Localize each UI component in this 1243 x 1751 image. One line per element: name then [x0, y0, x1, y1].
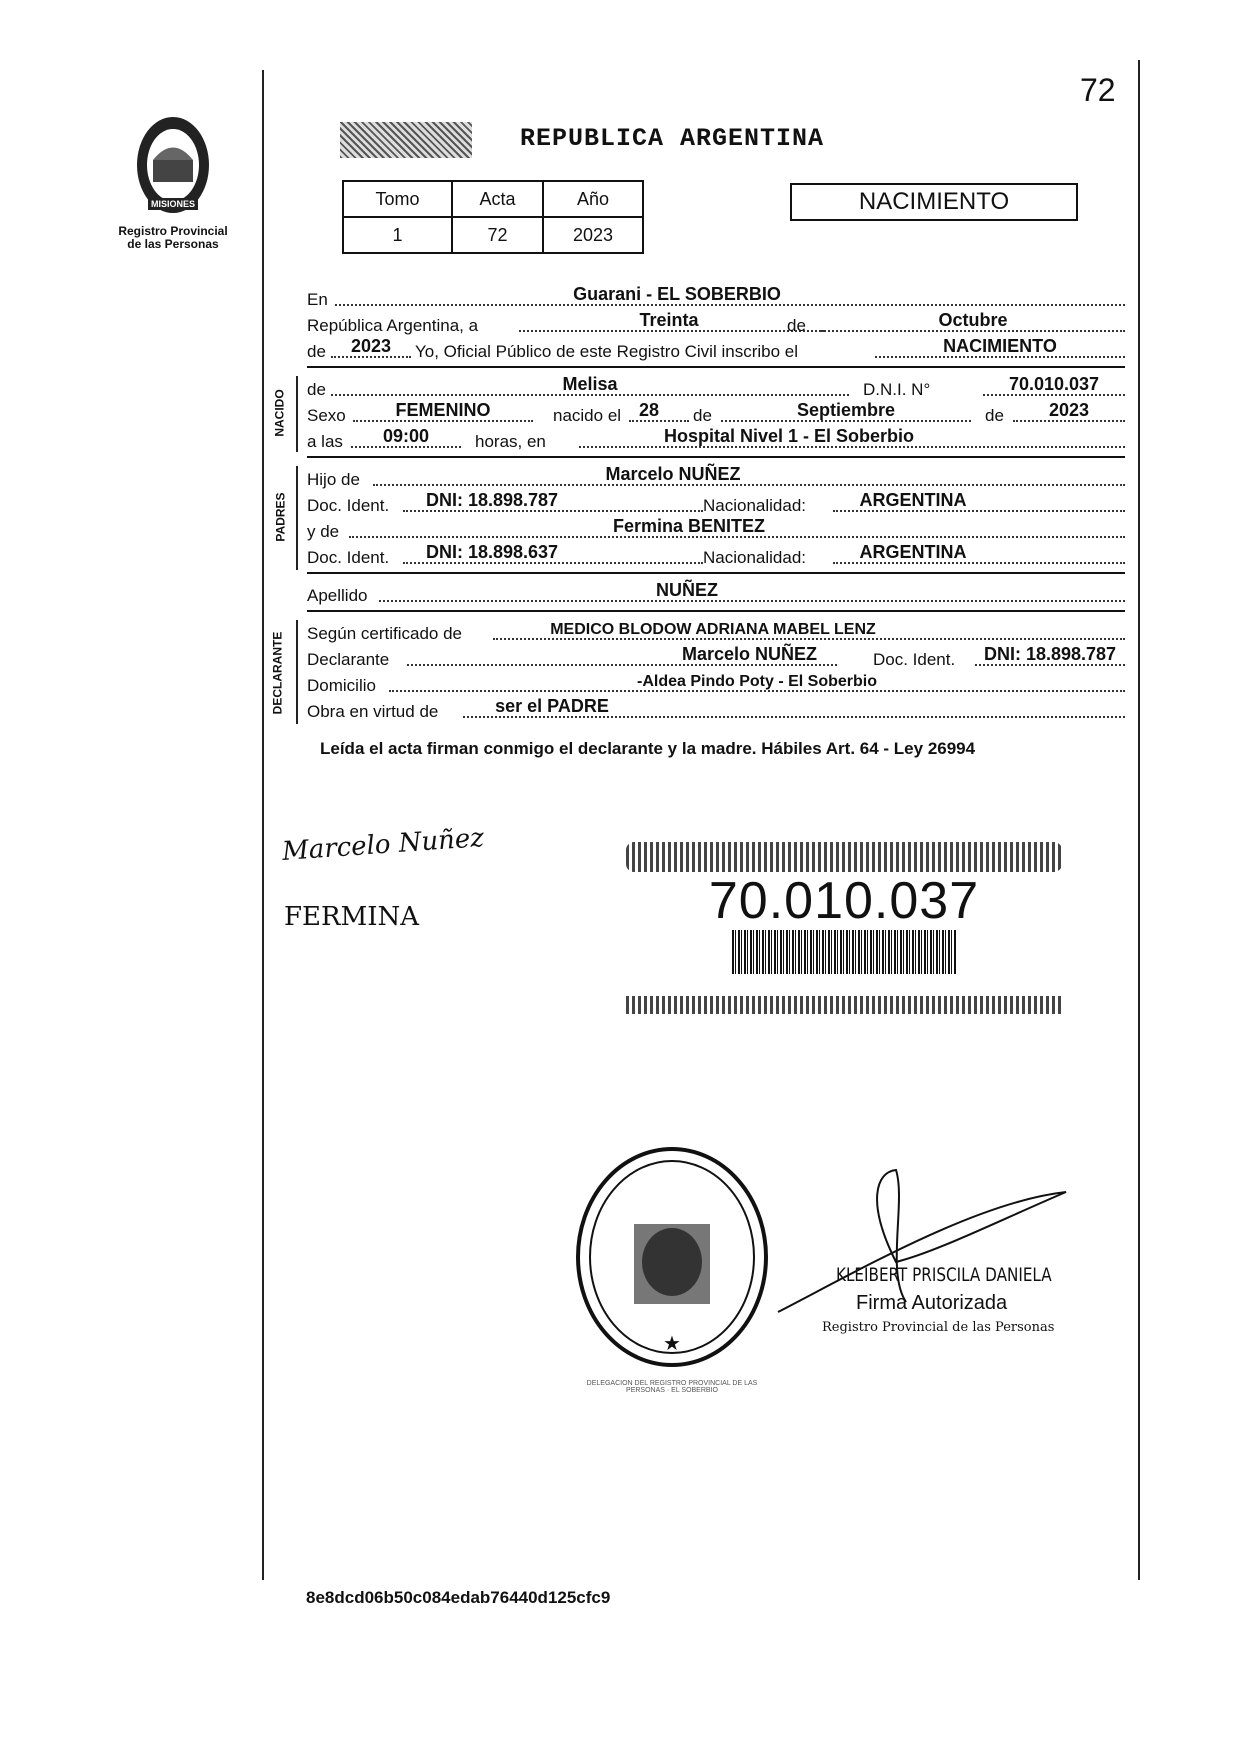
nacido-bracket [296, 376, 298, 452]
hijo-label: Hijo de [307, 470, 360, 489]
declarante: Marcelo NUÑEZ [681, 644, 817, 664]
security-pattern [340, 122, 472, 158]
row-apellido [307, 582, 1125, 606]
mother-signature: FERMINA [284, 902, 420, 932]
de3-label: de [693, 406, 712, 425]
nombre-label: de [307, 380, 326, 399]
declarante-bracket [296, 620, 298, 724]
left-margin-line [262, 70, 264, 1580]
de-label: de [787, 316, 806, 335]
row-hora [307, 428, 1125, 452]
father-signature: Marcelo Nuñez [281, 822, 485, 868]
declarante-label: Declarante [307, 650, 390, 669]
row-certificado [307, 620, 1125, 644]
doc2-label: Doc. Ident. [307, 548, 390, 567]
apellido: NUÑEZ [656, 580, 718, 600]
closing-text: Leída el acta firman conmigo el declarante y la madre. Hábiles Art. 64 - Ley 26994 [320, 739, 976, 758]
horas-label: horas, en [475, 432, 546, 451]
padre-dni: DNI: 18.898.787 [425, 490, 559, 510]
official-seal [572, 1144, 772, 1370]
padre-nombre: Marcelo NUÑEZ [605, 464, 741, 484]
dni-stamp [626, 842, 1062, 1014]
page-number: 72 [1080, 72, 1116, 108]
row-fecha [307, 312, 1125, 336]
row-anio [307, 338, 1125, 362]
segun-label: Según certificado de [307, 624, 462, 643]
misiones-emblem-icon [118, 110, 228, 220]
dia-nacimiento: 28 [638, 400, 660, 420]
svg-text:★: ★ [663, 1333, 681, 1355]
domicilio-label: Domicilio [307, 676, 376, 695]
de2-label: de [307, 342, 326, 361]
yde-label: y de [307, 522, 340, 541]
anio-acta: 2023 [350, 336, 392, 356]
svg-text:MISIONES: MISIONES [150, 199, 196, 209]
mes-nacimiento: Septiembre [796, 400, 896, 420]
nac2-label: Nacionalidad: [703, 548, 807, 567]
declarante-dni: DNI: 18.898.787 [983, 644, 1117, 664]
row-padre-doc [307, 492, 1125, 516]
record-table [342, 180, 644, 254]
row-declarante [307, 646, 1125, 670]
nombre: Melisa [562, 374, 618, 394]
doc-type-box: NACIMIENTO [790, 183, 1078, 221]
document-hash: 8e8dcd06b50c084edab76440d125cfc9 [306, 1588, 611, 1607]
row-domicilio [307, 672, 1125, 696]
registro-caption-2: de las Personas [127, 237, 219, 251]
dni-nacido: 70.010.037 [1008, 374, 1100, 394]
official-name: KLEIBERT PRISCILA DANIELA [836, 1264, 1052, 1286]
tomo-value: 1 [343, 217, 452, 253]
hora: 09:00 [382, 426, 430, 446]
obra-label: Obra en virtud de [307, 702, 439, 721]
section-nacido: NACIDO [272, 389, 287, 437]
acta-value: 72 [452, 217, 543, 253]
tipo-acta: NACIMIENTO [943, 336, 1057, 356]
domicilio: -Aldea Pindo Poty - El Soberbio [636, 673, 877, 690]
padre-nacionalidad: ARGENTINA [859, 490, 967, 510]
barcode [732, 930, 956, 974]
certificado: MEDICO BLODOW ADRIANA MABEL LENZ [550, 621, 876, 638]
hora-label: a las [307, 432, 343, 451]
doc-label: Doc. Ident. [307, 496, 390, 515]
nac-label: Nacionalidad: [703, 496, 807, 515]
official-org: Registro Provincial de las Personas [822, 1320, 1055, 1335]
dia-texto: Treinta [639, 310, 699, 330]
de4-label: de [985, 406, 1004, 425]
nacido-label: nacido el [553, 406, 622, 425]
row-padre [307, 466, 1125, 490]
sexo: FEMENINO [395, 400, 491, 420]
lugar-nacimiento: Hospital Nivel 1 - El Soberbio [663, 426, 915, 446]
row-sexo [307, 402, 1125, 426]
dni-label: D.N.I. N° [863, 380, 931, 399]
row-en [307, 286, 1125, 310]
yo-label: Yo, Oficial Público de este Registro Civil inscribo el [415, 342, 798, 361]
anio-value: 2023 [543, 217, 643, 253]
seal-text: DELEGACION DEL REGISTRO PROVINCIAL DE LAS PERSONAS · EL SOBERBIO [586, 1380, 758, 1394]
document-title: REPUBLICA ARGENTINA [520, 124, 825, 153]
decl-doc-label: Doc. Ident. [873, 650, 956, 669]
mes-texto: Octubre [938, 310, 1008, 330]
tomo-header: Tomo [343, 181, 452, 217]
row-madre-doc [307, 544, 1125, 568]
padres-bracket [296, 466, 298, 570]
madre-nacionalidad: ARGENTINA [859, 542, 967, 562]
section-declarante: DECLARANTE [270, 631, 285, 715]
dni-stamp-number: 70.010.037 [708, 872, 980, 930]
madre-dni: DNI: 18.898.637 [425, 542, 559, 562]
right-margin-line [1138, 60, 1140, 1580]
anio-nacimiento: 2023 [1048, 400, 1090, 420]
registro-caption-1: Registro Provincial [118, 224, 228, 238]
apellido-label: Apellido [307, 586, 368, 605]
section-padres: PADRES [273, 492, 288, 542]
en-label: En [307, 290, 328, 309]
row-madre [307, 518, 1125, 542]
anio-header: Año [543, 181, 643, 217]
sexo-label: Sexo [307, 406, 346, 425]
madre-nombre: Fermina BENITEZ [612, 516, 766, 536]
lugar-inscripcion: Guarani - EL SOBERBIO [573, 284, 781, 304]
stamp-pattern-bottom [626, 996, 1062, 1014]
republica-label: República Argentina, a [307, 316, 479, 335]
obra: ser el PADRE [495, 696, 609, 716]
province-logo [118, 110, 228, 251]
stamp-pattern-top [626, 842, 1062, 872]
row-obra [307, 698, 1125, 722]
row-nombre [307, 376, 1125, 400]
official-role: Firma Autorizada [856, 1292, 1008, 1314]
acta-header: Acta [452, 181, 543, 217]
